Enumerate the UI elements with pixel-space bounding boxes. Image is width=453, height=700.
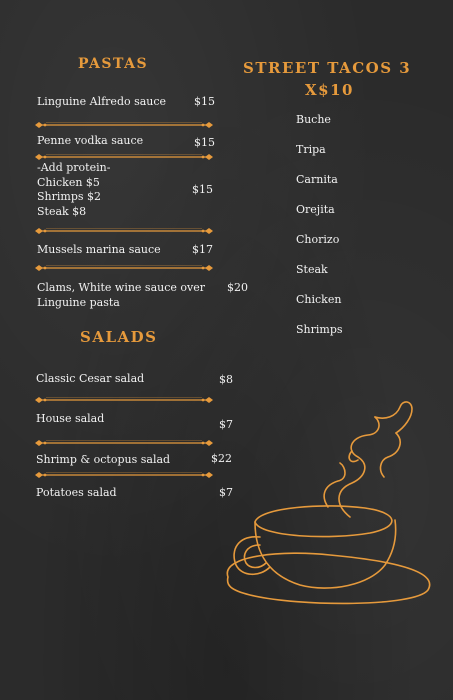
menu-item-name: Shrimp & octopus salad — [36, 453, 171, 466]
menu-item-price: $20 — [227, 281, 248, 294]
ornamental-divider-icon — [34, 121, 214, 129]
menu-item-price: $15 — [194, 136, 215, 149]
taco-item: Buche — [296, 113, 331, 126]
menu-item-name: Potatoes salad — [36, 486, 117, 499]
menu-item-name: Linguine Alfredo sauce — [37, 95, 167, 108]
menu-item-name: Penne vodka sauce — [37, 134, 144, 147]
menu-item-protein-options — [37, 161, 110, 219]
ornamental-divider-icon — [34, 471, 214, 479]
taco-item: Tripa — [296, 143, 326, 156]
menu-item-price: $8 — [219, 373, 233, 386]
ornamental-divider-icon — [34, 264, 214, 272]
menu-item-line: -Add protein- — [37, 161, 111, 174]
menu-item-line: Shrimps $2 — [37, 190, 102, 203]
menu-item-name: House salad — [36, 412, 105, 425]
menu-item-price: $7 — [219, 418, 233, 431]
menu-item-price: $15 — [192, 183, 213, 196]
menu-item-name: Mussels marina sauce — [37, 243, 161, 256]
taco-item: Orejita — [296, 203, 335, 216]
menu-item-line: Chicken $5 — [37, 175, 100, 189]
taco-item: Shrimps — [296, 323, 343, 336]
taco-item: Chicken — [296, 293, 342, 306]
taco-item: Chorizo — [296, 233, 340, 246]
menu-item-price: $17 — [192, 243, 213, 256]
taco-item: Carnita — [296, 173, 338, 186]
ornamental-divider-icon — [34, 227, 214, 235]
menu-item-line: Steak $8 — [37, 204, 87, 218]
salads-heading: SALADS — [80, 328, 158, 346]
menu-item-price: $15 — [194, 95, 215, 108]
ornamental-divider-icon — [34, 439, 214, 447]
menu-item-line: Linguine pasta — [37, 295, 120, 309]
ornamental-divider-icon — [34, 153, 214, 161]
ornamental-divider-icon — [34, 396, 214, 404]
coffee-cup-icon — [200, 395, 440, 620]
menu-item-line: Clams, White wine sauce over — [37, 281, 205, 294]
menu-item-price: $7 — [219, 486, 233, 499]
tacos-heading-line1: STREET TACOS 3 — [243, 59, 412, 77]
menu-item-price: $22 — [211, 452, 232, 465]
pastas-heading: PASTAS — [78, 56, 149, 72]
taco-item: Steak — [296, 263, 328, 276]
tacos-heading-line2: X$10 — [305, 81, 354, 99]
menu-item-clams — [37, 281, 205, 310]
menu-item-name: Classic Cesar salad — [36, 372, 145, 385]
